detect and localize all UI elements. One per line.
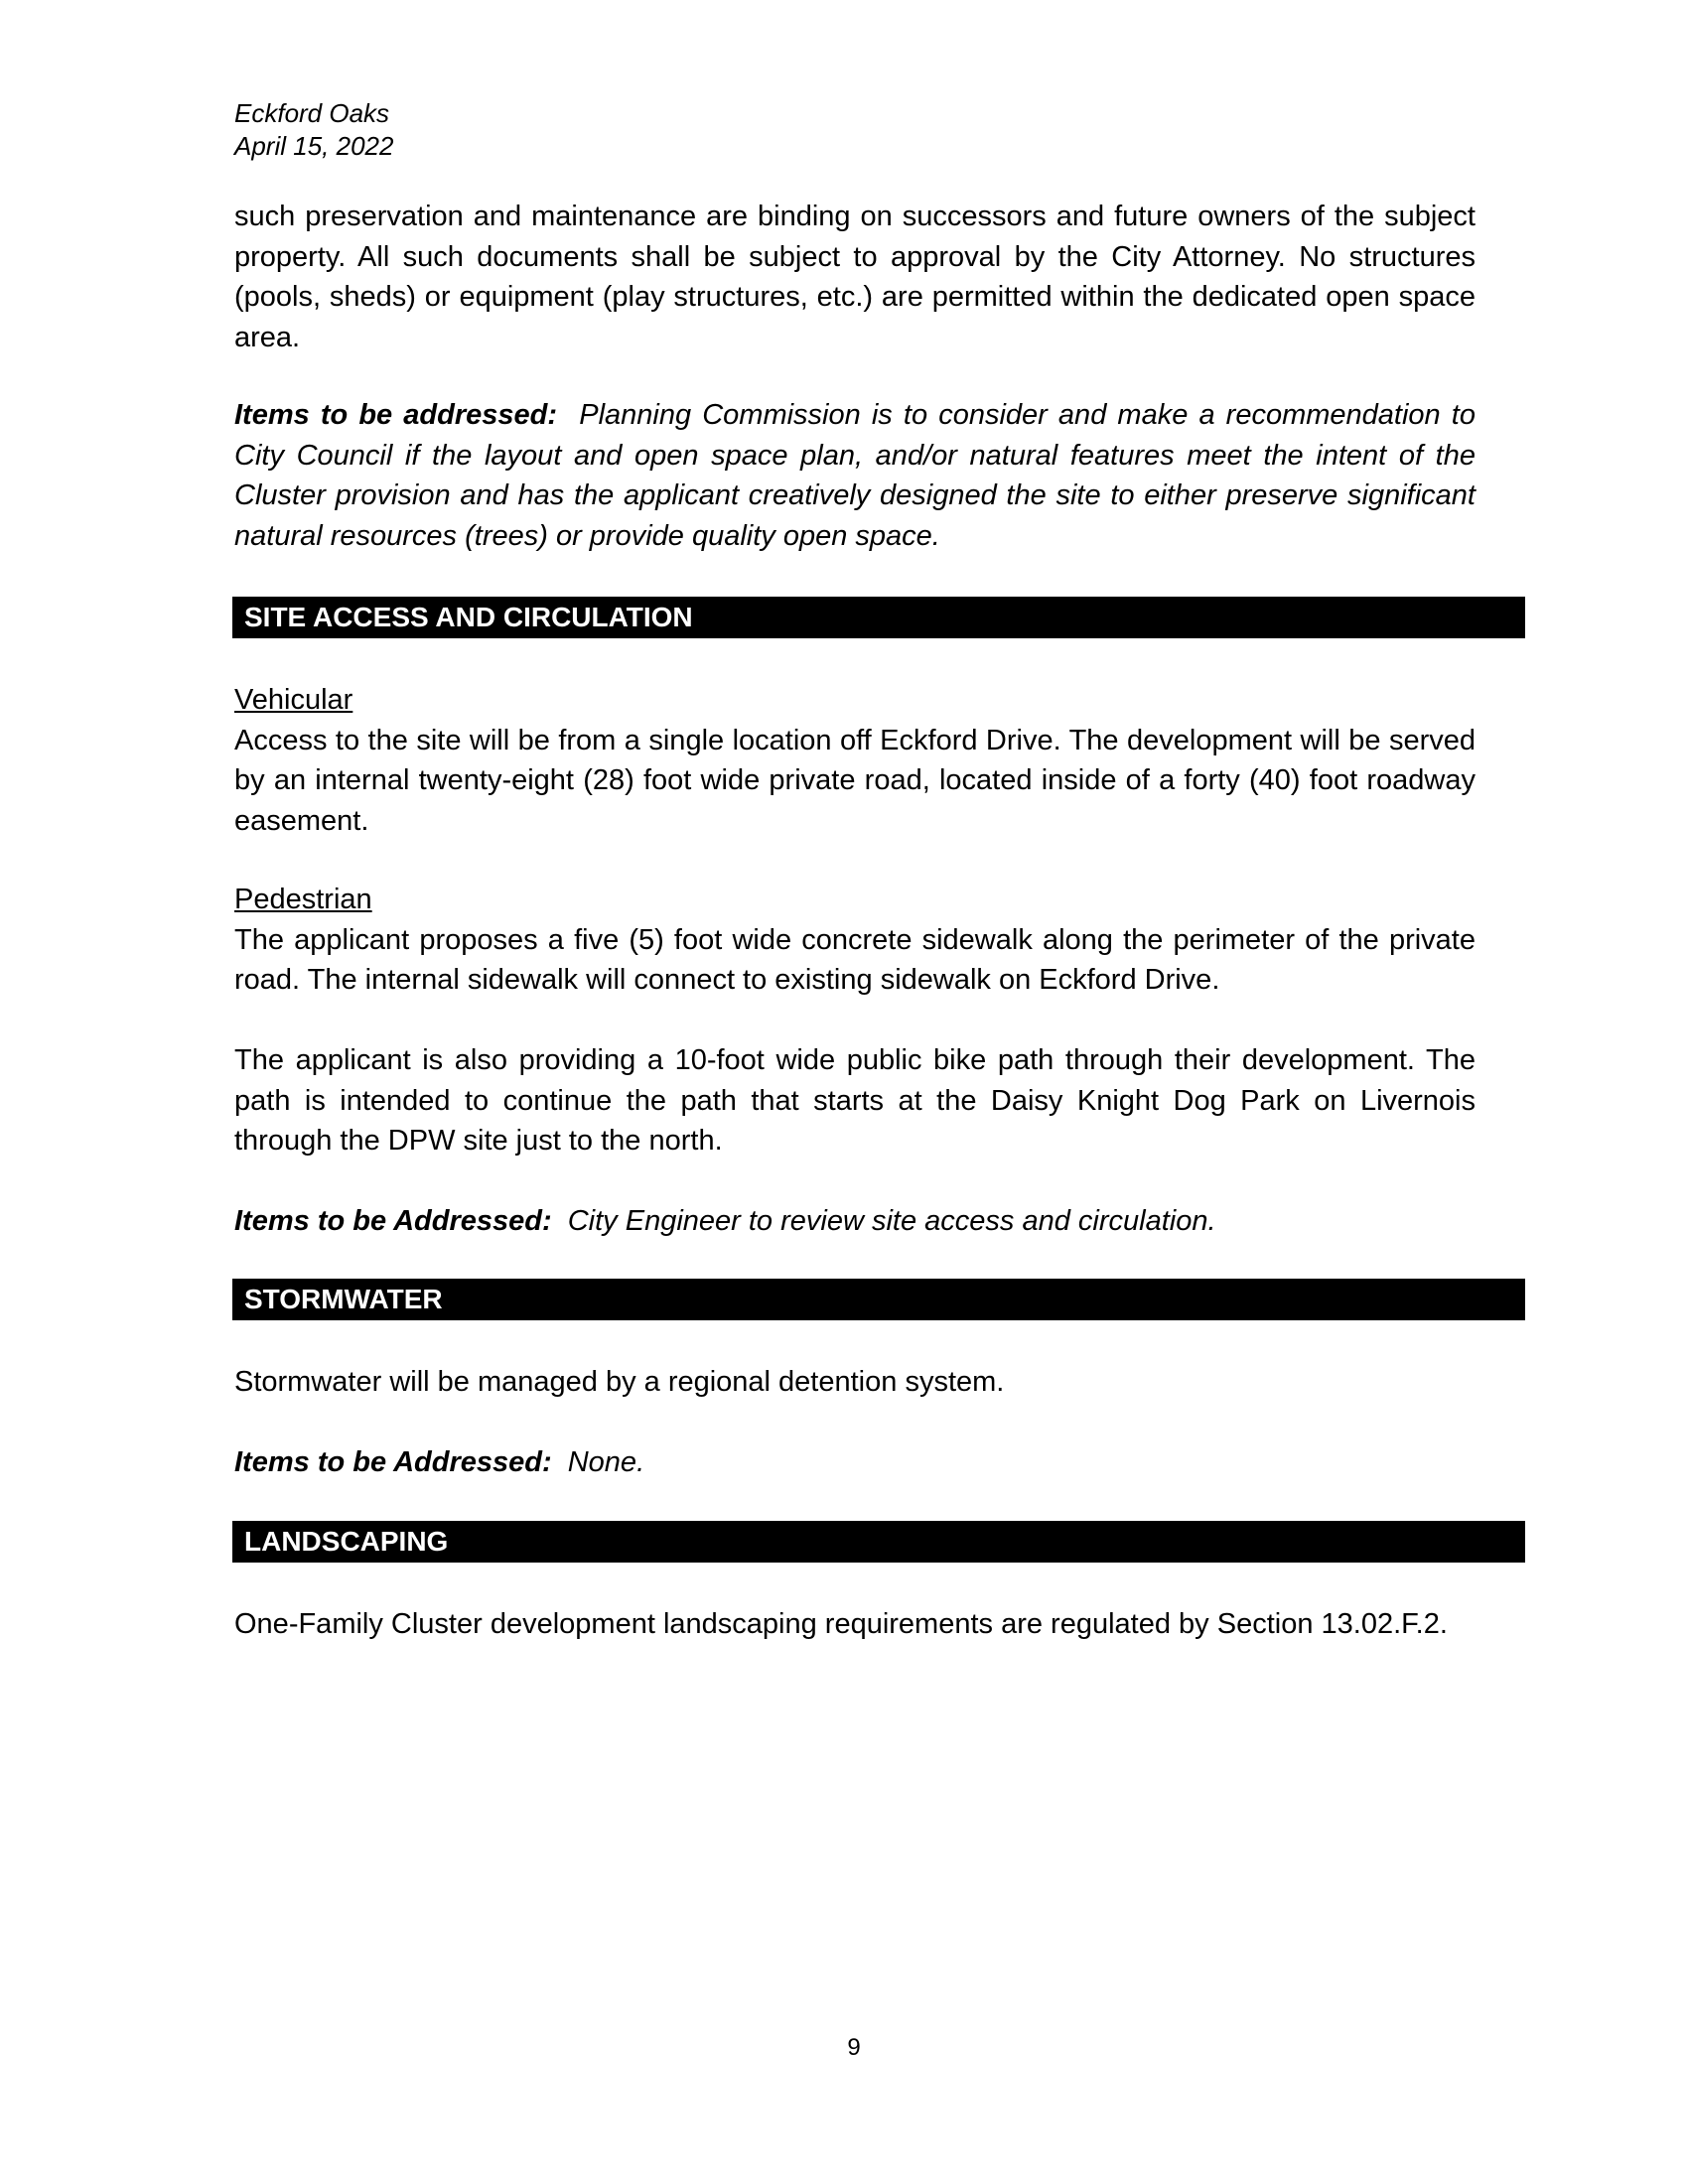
vehicular-block (234, 680, 1476, 841)
open-space-items-paragraph (234, 395, 1476, 556)
items-label: Items to be addressed: (234, 399, 558, 431)
section-heading-landscaping: LANDSCAPING (232, 1521, 1525, 1563)
pedestrian-block (234, 880, 1476, 1001)
report-date: April 15, 2022 (234, 131, 394, 161)
project-name: Eckford Oaks (234, 98, 390, 128)
stormwater-paragraph: Stormwater will be managed by a regional detention system. (234, 1366, 1005, 1398)
intro-paragraph: such preservation and maintenance are binding on successors and future owners of the subject property. All such documents shall be subject to approval by the City Attorney. No structures (pools, sheds) or equipment (play structures, etc.) are permitted within the dedicated open space area. (234, 201, 1476, 353)
pedestrian-paragraph: The applicant proposes a five (5) foot wide concrete sidewalk along the perimeter of the private road. The internal sidewalk will connect to existing sidewalk on Eckford Drive. (234, 923, 1476, 996)
site-access-items-paragraph (234, 1201, 1476, 1242)
items-text: City Engineer to review site access and circulation. (567, 1205, 1216, 1237)
vehicular-paragraph: Access to the site will be from a single location off Eckford Drive. The development will be served by an internal twenty-eight (28) foot wide private road, located inside of a forty (40) foot roadway easement. (234, 724, 1476, 837)
stormwater-items-paragraph (234, 1442, 1476, 1483)
section-heading-site-access: SITE ACCESS AND CIRCULATION (232, 597, 1525, 638)
page-number: 9 (847, 2034, 861, 2061)
landscaping-paragraph: One-Family Cluster development landscaping requirements are regulated by Section 13.02.F.2. (234, 1608, 1448, 1640)
section-heading-stormwater: STORMWATER (232, 1279, 1525, 1320)
bike-path-paragraph: The applicant is also providing a 10-foot wide public bike path through their development. The path is intended to continue the path that starts at the Daisy Knight Dog Park on Livernois through the DPW site just to the north. (234, 1044, 1476, 1157)
page-header (234, 97, 393, 163)
items-label: Items to be Addressed: (234, 1446, 552, 1478)
pedestrian-subheading: Pedestrian (234, 884, 372, 915)
items-text: Planning Commission is to consider and make a recommendation to City Council if the layout and open space plan, and/or natural features meet the intent of the Cluster provision and has the applicant creatively designed the site to either preserve significant natural resources (trees) or provide quality open space. (234, 399, 1476, 552)
items-text: None. (567, 1446, 645, 1478)
vehicular-subheading: Vehicular (234, 684, 353, 716)
items-label: Items to be Addressed: (234, 1205, 552, 1237)
